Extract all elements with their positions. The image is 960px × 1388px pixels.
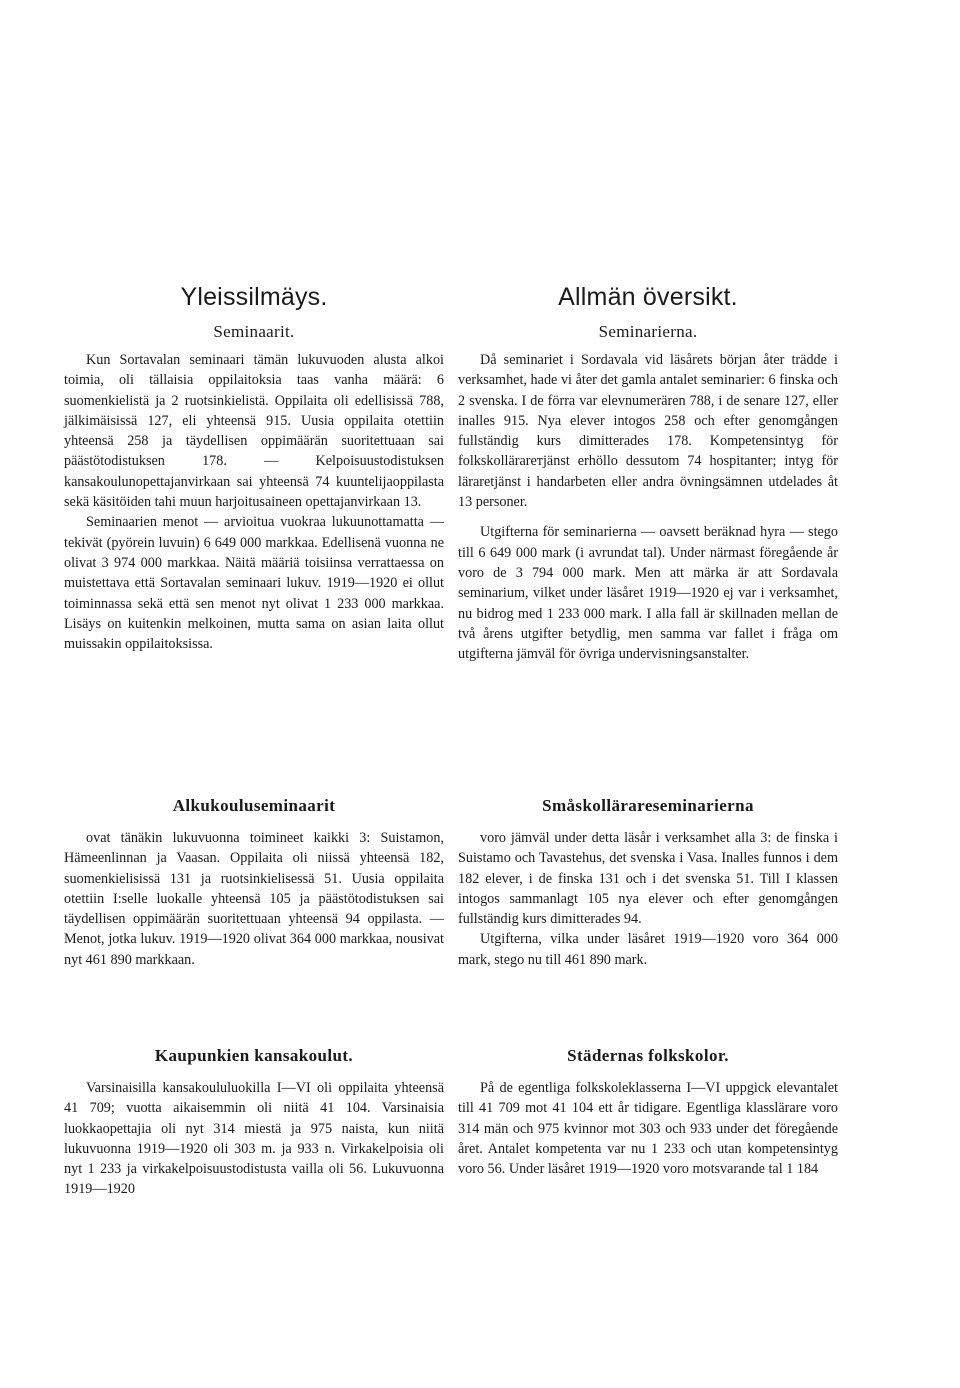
section-heading-seminaarit: Seminaarit. [213, 322, 295, 341]
paragraph-alku-1: ovat tänäkin lukuvuonna toimineet kaikki 3: Suistamon, Hämeenlinnan ja Vaasan. Oppilaita oli niissä yhteensä 182, suomenkielisissä 131 ja ruotsinkielisessä 51. Uusia oppilaita otettiin I:selle luokalle yhteensä 105 ja päästötodistuksen sai täydellisen oppimäärän suoritettuaan yhteensä 94 oppilasta. — Menot, jotka lukuv. 1919—1920 olivat 364 000 markkaa, nousivat nyt 461 890 markkaan. [64, 830, 444, 968]
swedish-stad-section [458, 1046, 838, 1179]
section-heading-kaupunkien: Kaupunkien kansakoulut. [154, 1046, 354, 1065]
page-title-finnish: Yleissilmäys. [180, 283, 328, 311]
paragraph-sma-2: Utgifterna, vilka under läsåret 1919—1920 voro 364 000 mark, stego nu till 461 890 mark. [458, 931, 838, 968]
section-heading-seminarierna: Seminarierna. [598, 322, 698, 341]
paragraph-seminaarit-2: Seminaarien menot — arvioitua vuokraa lukuunottamatta — tekivät (pyörein luvuin) 6 649 000 markkaa. Edellisenä vuonna ne olivat 3 974 000 markkaa. Näitä määriä toisiinsa verrattaessa on muistettava että Sortavalan seminaari lukuv. 1919—1920 ei ollut toiminnassa sekä että sen menot nyt olivat 1 233 000 markkaa. Lisäys on kuitenkin melkoinen, mutta sama on asian laita ollut muissakin oppilaitoksissa. [64, 514, 444, 653]
swedish-sma-section [458, 796, 838, 970]
section-heading-alkukouluseminaarit: Alkukouluseminaarit [172, 796, 336, 815]
section-heading-smaskollarare: Småskollärareseminarierna [542, 796, 754, 815]
section-heading-stadernas: Städernas folkskolor. [567, 1046, 729, 1065]
finnish-kaup-section [64, 1046, 444, 1200]
paragraph-kaup-1: Varsinaisilla kansakoululuokilla I—VI oli oppilaita yhteensä 41 709; vuotta aikaisemmin oli niitä 41 104. Varsinaisia luokkaopettajia oli nyt 314 miestä ja 975 naista, kun niitä lukuvuonna 1919—1920 oli 303 m. ja 933 n. Virkakelpoisia oli nyt 1 233 ja virkakelpoisuustodistusta vailla oli 56. Lukuvuonna 1919—1920 [64, 1080, 444, 1198]
finnish-column [64, 0, 444, 654]
paragraph-sma-1: voro jämväl under detta läsår i verksamhet alla 3: de finska i Suistamo och Tavastehus, det svenska i Vasa. Inalles funnos i dem 182 elever, i de finska 131 och i det svenska 51. Till I klassen intogos sammanlagt 105 nya elever och efter genomgången fullständig kurs dimitterades 94. [458, 830, 838, 928]
paragraph-seminarierna-2: Utgifterna för seminarierna — oavsett beräknad hyra — stego till 6 649 000 mark (i avrundat tal). Under närmast föregående år voro de 3 794 000 mark. Men att märka är att Sordavala seminarium, vilket under läsåret 1919—1920 ej var i verksamhet, nu bidrog med 1 233 000 mark. I alla fall är skillnaden mellan de två årens utgifter betydlig, men samma var fallet i fråga om utgifterna jämväl för övriga undervisningsanstalter. [458, 524, 838, 663]
paragraph-stad-1: På de egentliga folkskoleklasserna I—VI uppgick elevantalet till 41 709 mot 41 104 ett år tidigare. Egentliga klasslärare voro 314 män och 975 kvinnor mot 303 och 933 under det föregående året. Antalet kompetenta var nu 1 233 och utan kompetensintyg voro 56. Under läsåret 1919—1920 voro motsvarande tal 1 184 [458, 1080, 838, 1178]
page-title-swedish: Allmän översikt. [558, 283, 738, 311]
swedish-column [458, 0, 838, 664]
finnish-alku-section [64, 796, 444, 970]
paragraph-seminarierna-1: Då seminariet i Sordavala vid läsårets början åter trädde i verksamhet, hade vi åter det gamla antalet seminarier: 6 finska och 2 svenska. I de förra var elevnumerären 788, i de senare 127, eller inalles 915. Nya elever intogos 258 och efter genomgången fullständig kurs dimitterades 178. Kompetensintyg för folkskollärarетjänst erhöllo dessutom 74 hospitanter; intyg för läraretjänst i handarbeten eller andra övningsämnen utdelades åt 13 personer. [458, 352, 838, 511]
paragraph-seminaarit-1: Kun Sortavalan seminaari tämän lukuvuoden alusta alkoi toimia, oli tällaisia oppilaitoksia taas vanha määrä: 6 suomenkielistä ja 2 ruotsinkielistä. Oppilaita oli edellisissä 788, jälkimäisissä 127, eli yhteensä 915. Uusia oppilaita otettiin yhteensä 258 ja täydellisen oppimäärän suoritettuaan sai päästötodistuksen 178. — Kelpoisuustodistuksen kansakoulunopettajanvirkaan sai yhteensä 74 kuuntelijaoppilasta sekä käsitöiden tahi muun harjoitusaineen opettajanvirkaan 13. [64, 352, 444, 511]
